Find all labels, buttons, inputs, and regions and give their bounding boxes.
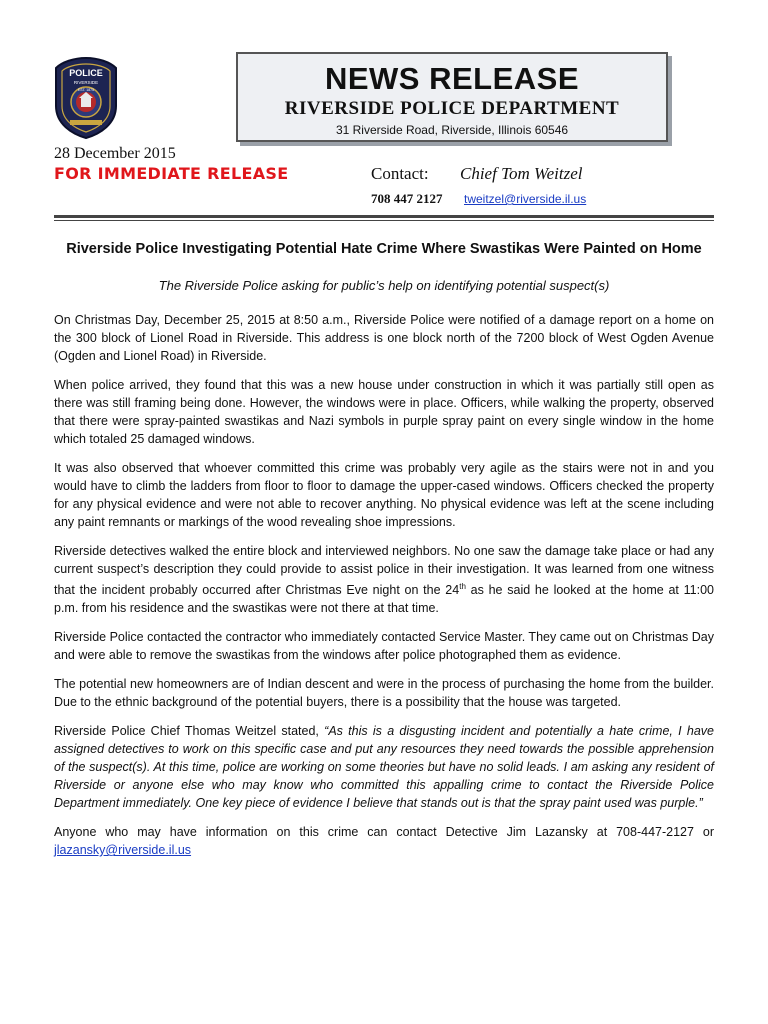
ordinal-suffix: th (459, 582, 466, 591)
headline: Riverside Police Investigating Potential Hate Crime Where Swastikas Were Painted on Home (66, 241, 702, 257)
paragraph-8-text: Anyone who may have information on this crime can contact Detective Jim Lazansky at 708-447-2127 or (54, 825, 714, 840)
department-address: 31 Riverside Road, Riverside, Illinois 60546 (335, 123, 569, 137)
subheadline: The Riverside Police asking for public’s help on identifying potential suspect(s) (158, 278, 610, 293)
paragraph-3: It was also observed that whoever committed this crime was probably very agile as the stairs were not in and you would have to climb the ladders from floor to floor to damage the upper-cased windows. Officers checked the property for any physical evidence and were not able to recover anything. No physical evidence was left at the scene including any paint remnants or markings of the wood revealing shoe impressions. (54, 461, 714, 529)
contact-phone: 708 447 2127 (371, 191, 443, 206)
page-title: NEWS RELEASE (324, 61, 580, 96)
contact-email-link[interactable]: tweitzel@riverside.il.us (464, 192, 587, 206)
paragraph-6: The potential new homeowners are of Indian descent and were in the process of purchasing the home from the builder. Due to the ethnic background of the potential buyers, there is a possibility that the house was targeted. (54, 677, 714, 710)
immediate-release-label: FOR IMMEDIATE RELEASE (54, 164, 289, 183)
contact-label: Contact: (371, 164, 429, 183)
chief-quote: “As this is a disgusting incident and potentially a hate crime, I have assigned detectives to work on this specific case and put any resources they need towards the possible apprehension of the suspect(s). At this time, police are working on some theories but have no solid leads. I am asking any resident of Riverside or anyone else who may know who committed this appalling crime to contact the Riverside Police Department immediately. One key piece of evidence I believe that stands out is that the spray paint used was purple.” (54, 724, 714, 811)
paragraph-2: When police arrived, they found that this was a new house under construction in which it was partially still open as there was still framing being done. However, the windows were in place. Officers, while walking the property, observed that there were spray-painted swastikas and Nazi symbols in purple spray paint on every single window in the home which totaled 25 damaged windows. (54, 378, 714, 446)
detective-email-link[interactable]: jlazansky@riverside.il.us (54, 843, 192, 858)
paragraph-1: On Christmas Day, December 25, 2015 at 8:50 a.m., Riverside Police were notified of a damage report on a home on the 300 block of Lionel Road in Riverside. This address is one block north of the 7200 block of West Ogden Avenue (Ogden and Lionel Road) in Riverside. (54, 313, 714, 363)
release-date: 28 December 2015 (54, 145, 176, 162)
contact-name: Chief Tom Weitzel (460, 164, 583, 183)
article-body (54, 311, 714, 870)
badge-middle-text: RIVERSIDE (73, 80, 99, 85)
paragraph-7-intro: Riverside Police Chief Thomas Weitzel stated, (54, 724, 325, 739)
paragraph-4-text-a: Riverside detectives walked the entire block and interviewed neighbors. No one saw the damage take place or had any current suspect’s description they could provide to assist police in their investigation. It was learned from one witness that the incident probably occurred after Christmas Eve night on the 24 (54, 544, 714, 598)
badge-top-text: POLICE (69, 68, 103, 78)
badge-est-text: EST. 1875 (77, 88, 95, 92)
police-badge-logo (54, 56, 118, 140)
header-divider (54, 215, 714, 221)
paragraph-4 (54, 542, 714, 617)
paragraph-5: Riverside Police contacted the contractor who immediately contacted Service Master. They came out on Christmas Day and were able to remove the swastikas from the windows after police photographed them as evidence. (54, 630, 714, 663)
paragraph-4-text-b: as he said he looked at the home at 11:00 p.m. from his residence and the swastikas were not there at that time. (54, 583, 714, 616)
paragraph-7 (54, 722, 714, 812)
news-release-header (236, 52, 668, 142)
paragraph-8 (54, 823, 714, 859)
department-name: RIVERSIDE POLICE DEPARTMENT (284, 98, 620, 119)
